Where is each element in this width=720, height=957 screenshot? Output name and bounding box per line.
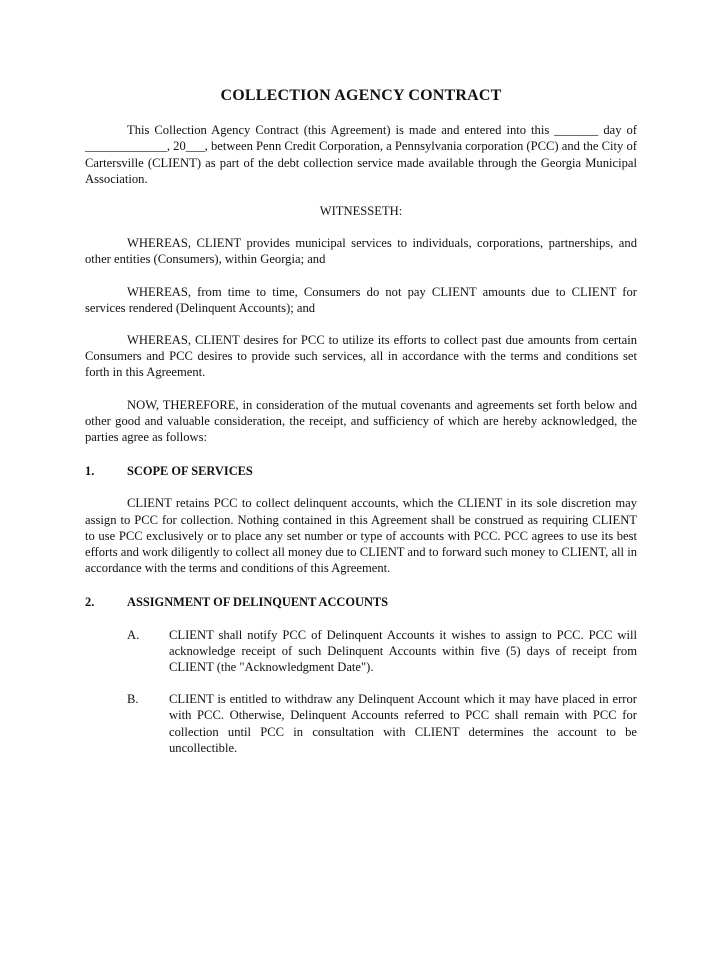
intro-paragraph: This Collection Agency Contract (this Agreement) is made and entered into this _______ day of _____________, 20___, between Penn Credit Corporation, a Pennsylvania corporation (PCC) and the City of Cartersville (CLIENT) as part of the debt collection service made available through the Georgia Municipal Association. [85,123,637,186]
section-number: 1. [85,464,95,479]
now-therefore-paragraph: NOW, THEREFORE, in consideration of the mutual covenants and agreements set forth below and other good and valuable consideration, the receipt, and sufficiency of which are hereby acknowledged, the parties agree as follows: [85,397,637,445]
whereas-clause-2: WHEREAS, from time to time, Consumers do not pay CLIENT amounts due to CLIENT for services rendered (Delinquent Accounts); and [85,284,637,315]
section-1-text: CLIENT retains PCC to collect delinquent accounts, which the CLIENT in its sole discretion may assign to PCC for collection. Nothing contained in this Agreement shall be construed as requiring CLIENT to use PCC exclusively or to place any set number or type of accounts with PCC. PCC agrees to use its best efforts and work diligently to collect all money due to CLIENT and to forward such money to CLIENT, all in accordance with the terms and conditions of this Agreement. [85,496,637,576]
section-title: ASSIGNMENT OF DELINQUENT ACCOUNTS [127,595,389,610]
item-letter: A. [127,627,140,642]
section-2-heading [85,594,637,610]
whereas-clause-1: WHEREAS, CLIENT provides municipal services to individuals, corporations, partnerships, and other entities (Consumers), within Georgia; and [85,236,637,267]
document-title: COLLECTION AGENCY CONTRACT [220,87,502,104]
contract-body [85,88,637,756]
section-1-heading [85,463,637,479]
item-text: CLIENT is entitled to withdraw any Delinquent Account which it may have placed in error with PCC. Otherwise, Delinquent Accounts referred to PCC shall remain with PCC for collection until PCC in consultation with CLIENT determines the account to be uncollectible. [169,692,637,755]
section-title: SCOPE OF SERVICES [127,464,253,479]
section-2-item-b [127,691,637,756]
whereas-clause-3: WHEREAS, CLIENT desires for PCC to utilize its efforts to collect past due amounts from certain Consumers and PCC desires to provide such services, all in accordance with the terms and conditions set forth in this Agreement. [85,333,637,380]
witnesseth-heading: WITNESSETH: [319,204,403,219]
item-letter: B. [127,692,139,707]
section-number: 2. [85,595,95,610]
section-2-item-a [127,627,637,676]
item-text: CLIENT shall notify PCC of Delinquent Accounts it wishes to assign to PCC. PCC will acknowledge receipt of such Delinquent Accounts within five (5) days of receipt from CLIENT (the "Acknowledgment Date"). [169,627,637,675]
